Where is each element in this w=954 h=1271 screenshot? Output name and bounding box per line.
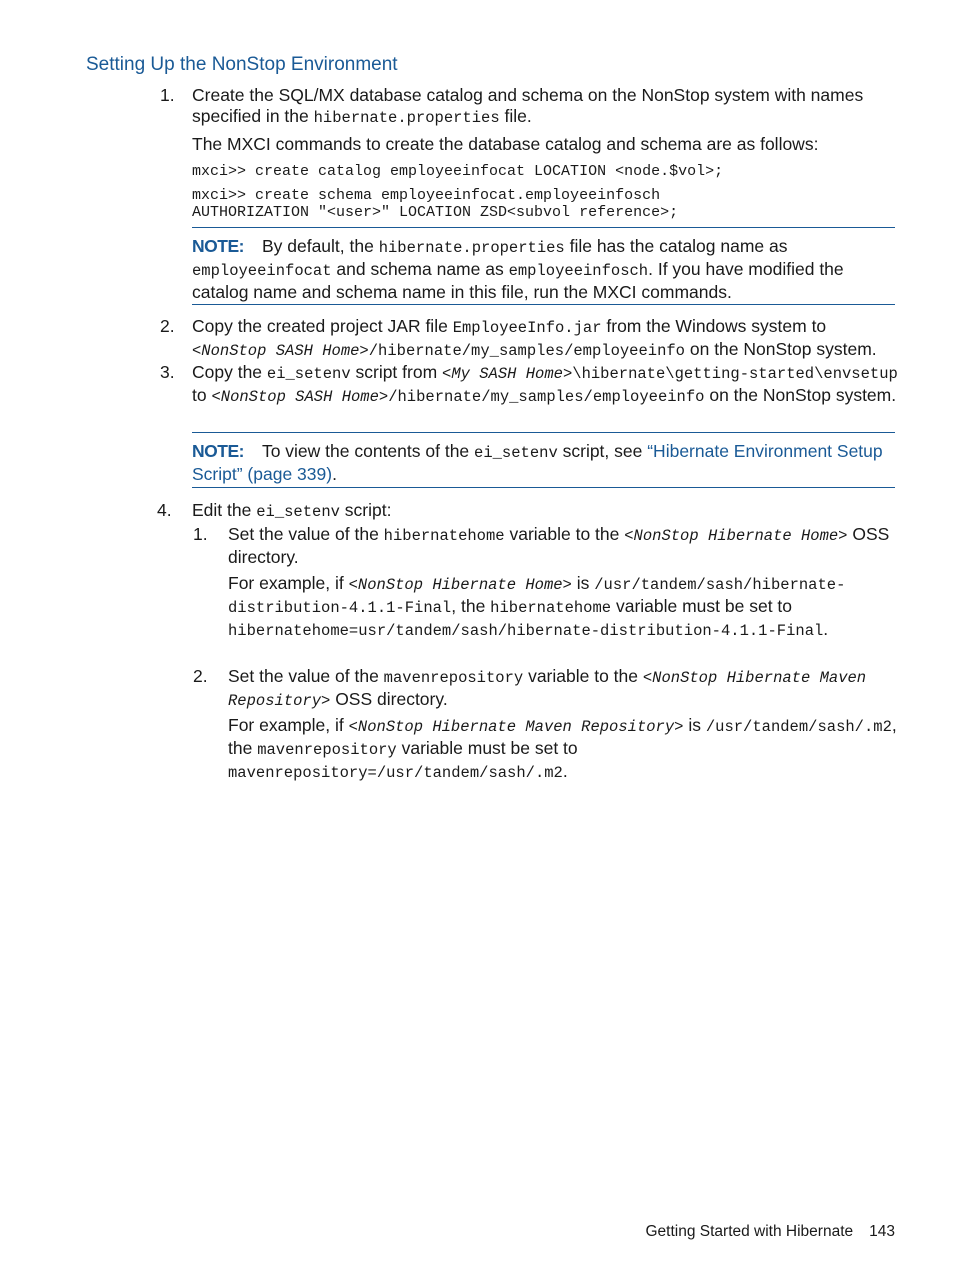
substep-1-text: Set the value of the hibernatehome variable to the <NonStop Hibernate Home> OSS directory.	[228, 524, 890, 567]
step-4-text: Edit the ei_setenv script:	[192, 500, 392, 521]
note-text: NOTE: By default, the hibernate.properties file has the catalog name as employeeinfocat and schema name as employeeinfosch. If you have modified the catalog name and schema name in this file, run the MXCI commands.	[192, 236, 844, 302]
code-command-create-catalog: mxci>> create catalog employeeinfocat LOCATION <node.$vol>;	[192, 163, 724, 180]
substep-1-example: For example, if <NonStop Hibernate Home> is /usr/tandem/sash/hibernate-distribution-4.1.1-Final, the hibernatehome variable must be set to hibernatehome=usr/tandem/sash/hibernate-distribution-4.1.1-Final.	[228, 573, 846, 640]
substep-number: 2.	[193, 666, 208, 686]
step-number: 2.	[160, 316, 175, 336]
note-text: NOTE: To view the contents of the ei_setenv script, see “Hibernate Environment Setup Script” (page 339).	[192, 441, 883, 484]
step-1-text: Create the SQL/MX database catalog and schema on the NonStop system with names specified in the hibernate.properties file.	[192, 85, 864, 127]
note-box	[192, 227, 895, 305]
footer-title: Getting Started with Hibernate	[645, 1223, 854, 1240]
note-box	[192, 432, 895, 488]
substep-2-text: Set the value of the mavenrepository variable to the <NonStop Hibernate Maven Repository> OSS directory.	[228, 666, 867, 710]
substep-number: 1.	[193, 524, 208, 544]
step-number: 4.	[157, 500, 172, 520]
page-footer	[645, 1223, 895, 1241]
substep-2-example: For example, if <NonStop Hibernate Maven Repository> is /usr/tandem/sash/.m2, the mavenrepository variable must be set to mavenrepository=/usr/tandem/sash/.m2.	[228, 715, 897, 782]
step-number: 3.	[160, 362, 175, 382]
section-title: Setting Up the NonStop Environment	[86, 54, 398, 75]
step-2-text: Copy the created project JAR file EmployeeInfo.jar from the Windows system to <NonStop SASH Home>/hibernate/my_samples/employeeinfo on the NonStop system.	[192, 316, 877, 360]
step-1-paragraph: The MXCI commands to create the database catalog and schema are as follows:	[192, 134, 819, 154]
cross-reference-link[interactable]: “Hibernate Environment Setup Script” (page 339)	[192, 441, 883, 484]
page-number: 143	[869, 1223, 895, 1240]
step-3-text: Copy the ei_setenv script from <My SASH Home>\hibernate\getting-started\envsetup to <NonStop SASH Home>/hibernate/my_samples/employeeinfo on the NonStop system.	[192, 362, 898, 406]
step-number: 1.	[160, 85, 175, 105]
code-command-create-schema: mxci>> create schema employeeinfocat.employeeinfosch AUTHORIZATION "<user>" LOCATION ZSD<subvol reference>;	[192, 187, 679, 221]
